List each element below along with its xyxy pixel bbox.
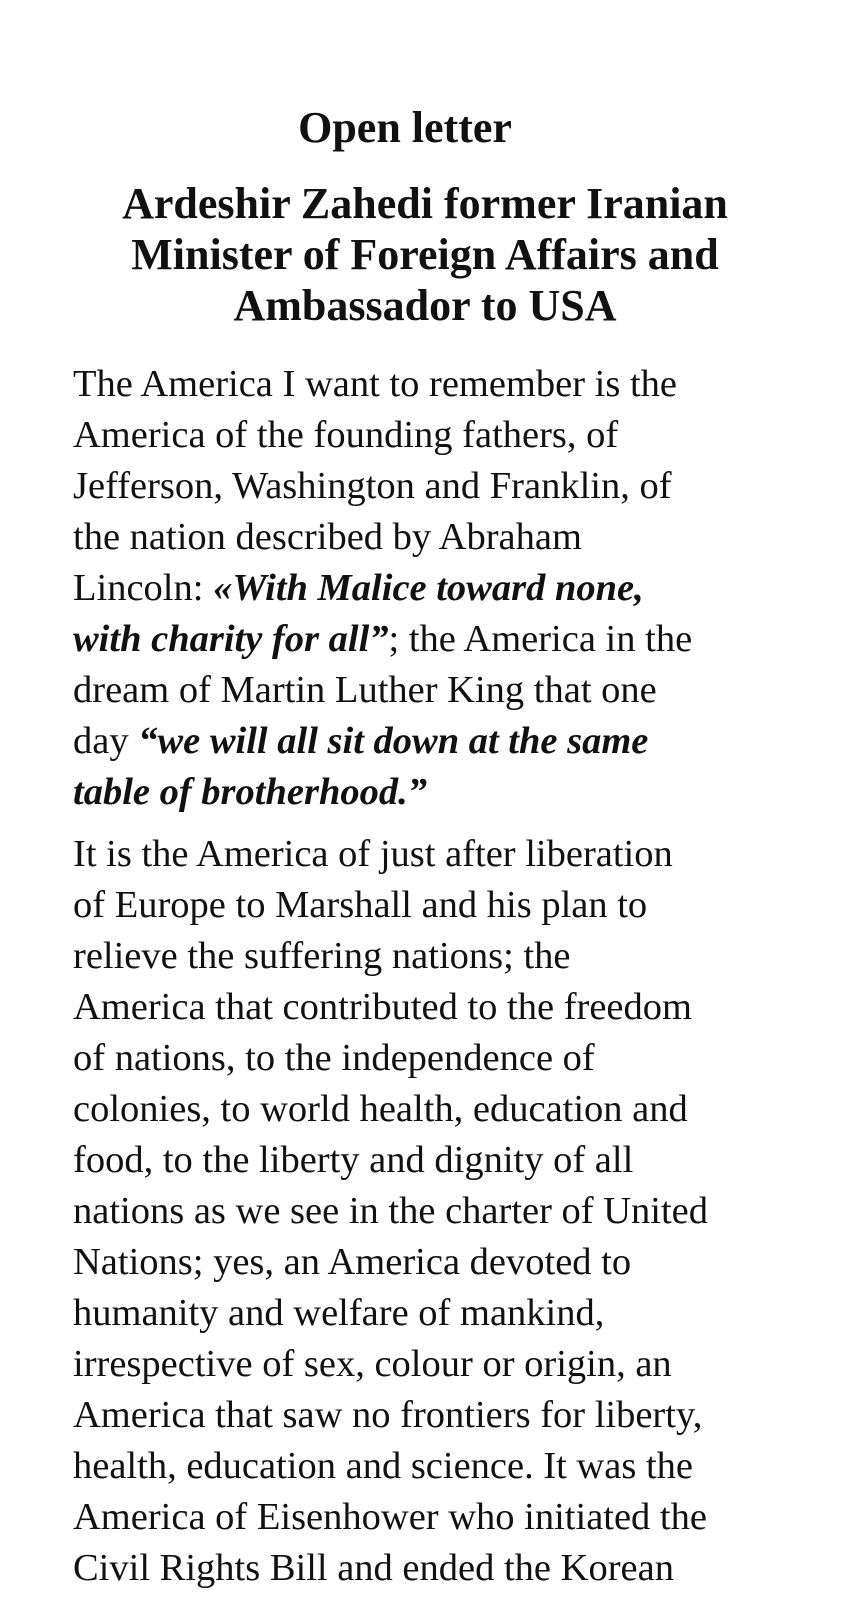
letter-subtitle (70, 176, 780, 329)
plain-text: day (73, 720, 139, 762)
paragraph-line: It is the America of just after liberation (73, 833, 673, 875)
paragraph-1 (73, 359, 813, 818)
paragraph-line: America of the founding fathers, of (73, 414, 619, 456)
paragraph-line: relieve the suffering nations; the (73, 935, 571, 977)
paragraph-line: America that saw no frontiers for liberty, (73, 1394, 703, 1436)
paragraph-line: dream of Martin Luther King that one (73, 669, 657, 711)
paragraph-line: America of Eisenhower who initiated the (73, 1496, 707, 1538)
subtitle-line: Minister of Foreign Affairs and (131, 230, 719, 279)
paragraph-line: nations as we see in the charter of United (73, 1190, 709, 1232)
paragraph-line: the nation described by Abraham (73, 516, 582, 558)
paragraph-line: Nations; yes, an America devoted to (73, 1241, 632, 1283)
paragraph-line: The America I want to remember is the (73, 363, 678, 405)
paragraph-line (73, 767, 813, 818)
paragraph-line: humanity and welfare of mankind, (73, 1292, 605, 1334)
paragraph-line: irrespective of sex, colour or origin, an (73, 1343, 672, 1385)
paragraph-line (73, 716, 813, 767)
plain-text: ; the America in the (388, 618, 693, 660)
king-quote: “we will all sit down at the same (138, 720, 649, 762)
paragraph-line: food, to the liberty and dignity of all (73, 1139, 634, 1181)
paragraph-line: of Europe to Marshall and his plan to (73, 884, 648, 926)
letter-title: Open letter (298, 103, 512, 152)
paragraph-line: America that contributed to the freedom (73, 986, 692, 1028)
paragraph-line (73, 614, 813, 665)
paragraph-line: Civil Rights Bill and ended the Korean (73, 1547, 674, 1589)
subtitle-line: Ardeshir Zahedi former Iranian (122, 179, 728, 228)
paragraph-line: health, education and science. It was the (73, 1445, 694, 1487)
paragraph-line: Jefferson, Washington and Franklin, of (73, 465, 672, 507)
paragraph-line: colonies, to world health, education and (73, 1088, 688, 1130)
paragraph-2 (73, 829, 813, 1594)
lincoln-quote: «With Malice toward none, (213, 567, 644, 609)
subtitle-line: Ambassador to USA (233, 281, 617, 330)
lincoln-quote: with charity for all” (73, 618, 389, 660)
paragraph-line: of nations, to the independence of (73, 1037, 595, 1079)
king-quote: table of brotherhood.” (73, 771, 428, 813)
paragraph-line (73, 563, 813, 614)
plain-text: Lincoln: (73, 567, 214, 609)
